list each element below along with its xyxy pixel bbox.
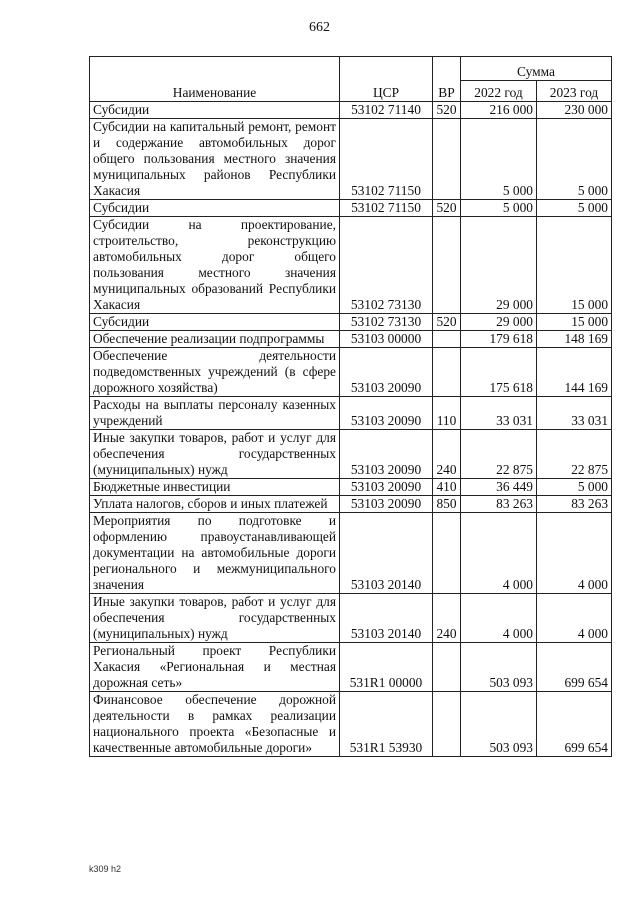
row-amount-2023: 4 000 <box>537 594 612 643</box>
row-amount-2023: 15 000 <box>537 314 612 331</box>
row-csr: 53103 20090 <box>340 496 433 513</box>
row-amount-2023: 699 654 <box>537 643 612 692</box>
row-amount-2023: 83 263 <box>537 496 612 513</box>
row-name: Уплата налогов, сборов и иных платежей <box>90 496 340 513</box>
row-name: Иные закупки товаров, работ и услуг для обеспечения государственных (муниципальных) нужд <box>90 430 340 479</box>
row-csr: 53103 20140 <box>340 594 433 643</box>
row-vr: 240 <box>433 430 461 479</box>
row-amount-2023: 699 654 <box>537 692 612 757</box>
row-vr: 240 <box>433 594 461 643</box>
header-year-2022: 2022 год <box>461 80 537 101</box>
row-amount-2022: 179 618 <box>461 331 537 348</box>
row-name: Мероприятия по подготовке и оформлению правоустанавливающей документации на автомобильные дороги регионального и межмуниципального значения <box>90 513 340 594</box>
table-row <box>90 119 612 200</box>
row-amount-2023: 33 031 <box>537 397 612 430</box>
row-name: Субсидии на проектирование, строительство, реконструкцию автомобильных дорог общего пользования местного значения муниципальных образований Республики Хакасия <box>90 217 340 314</box>
row-csr: 531R1 00000 <box>340 643 433 692</box>
row-name: Обеспечение деятельности подведомственных учреждений (в сфере дорожного хозяйства) <box>90 348 340 397</box>
row-name: Субсидии <box>90 314 340 331</box>
row-vr <box>433 119 461 200</box>
row-amount-2022: 4 000 <box>461 594 537 643</box>
table-row <box>90 397 612 430</box>
row-amount-2022: 216 000 <box>461 102 537 119</box>
table-row <box>90 200 612 217</box>
header-sum: Сумма <box>461 57 612 81</box>
row-csr: 53102 71150 <box>340 119 433 200</box>
row-amount-2022: 83 263 <box>461 496 537 513</box>
table-row <box>90 479 612 496</box>
row-vr: 520 <box>433 314 461 331</box>
table-header <box>90 57 612 102</box>
row-amount-2022: 29 000 <box>461 217 537 314</box>
row-amount-2022: 5 000 <box>461 200 537 217</box>
table-body <box>90 102 612 757</box>
header-vr: ВР <box>433 57 461 102</box>
row-csr: 53103 00000 <box>340 331 433 348</box>
table-row <box>90 496 612 513</box>
row-amount-2022: 503 093 <box>461 692 537 757</box>
row-amount-2022: 22 875 <box>461 430 537 479</box>
row-amount-2023: 5 000 <box>537 200 612 217</box>
row-vr <box>433 513 461 594</box>
row-amount-2023: 5 000 <box>537 479 612 496</box>
header-name: Наименование <box>90 57 340 102</box>
row-name: Иные закупки товаров, работ и услуг для обеспечения государственных (муниципальных) нужд <box>90 594 340 643</box>
row-vr: 850 <box>433 496 461 513</box>
row-csr: 53102 71150 <box>340 200 433 217</box>
table-row <box>90 513 612 594</box>
row-csr: 53103 20090 <box>340 430 433 479</box>
row-csr: 53103 20090 <box>340 348 433 397</box>
row-vr: 520 <box>433 102 461 119</box>
row-amount-2023: 5 000 <box>537 119 612 200</box>
row-amount-2022: 33 031 <box>461 397 537 430</box>
row-name: Финансовое обеспечение дорожной деятельности в рамках реализации национального проекта «Безопасные и качественные автомобильные дороги» <box>90 692 340 757</box>
header-year-2023: 2023 год <box>537 80 612 101</box>
table-row <box>90 217 612 314</box>
row-amount-2023: 148 169 <box>537 331 612 348</box>
row-csr: 53103 20140 <box>340 513 433 594</box>
row-name: Бюджетные инвестиции <box>90 479 340 496</box>
row-csr: 531R1 53930 <box>340 692 433 757</box>
row-amount-2023: 4 000 <box>537 513 612 594</box>
row-amount-2022: 503 093 <box>461 643 537 692</box>
table-row <box>90 692 612 757</box>
row-csr: 53102 73130 <box>340 314 433 331</box>
table-row <box>90 314 612 331</box>
row-vr: 410 <box>433 479 461 496</box>
table-row <box>90 348 612 397</box>
row-vr <box>433 331 461 348</box>
row-vr <box>433 348 461 397</box>
row-name: Субсидии <box>90 200 340 217</box>
table-row <box>90 102 612 119</box>
footer-code: k309 h2 <box>89 864 122 874</box>
budget-table <box>89 56 612 757</box>
row-amount-2023: 144 169 <box>537 348 612 397</box>
page-number: 662 <box>309 20 330 35</box>
row-vr <box>433 643 461 692</box>
table-row <box>90 643 612 692</box>
table-row <box>90 430 612 479</box>
row-name: Расходы на выплаты персоналу казенных учреждений <box>90 397 340 430</box>
row-csr: 53102 73130 <box>340 217 433 314</box>
table-row <box>90 331 612 348</box>
header-csr: ЦСР <box>340 57 433 102</box>
row-csr: 53102 71140 <box>340 102 433 119</box>
row-vr <box>433 692 461 757</box>
row-amount-2023: 15 000 <box>537 217 612 314</box>
row-amount-2022: 5 000 <box>461 119 537 200</box>
row-vr: 520 <box>433 200 461 217</box>
row-amount-2023: 22 875 <box>537 430 612 479</box>
row-csr: 53103 20090 <box>340 479 433 496</box>
row-name: Региональный проект Республики Хакасия «Региональная и местная дорожная сеть» <box>90 643 340 692</box>
table-row <box>90 594 612 643</box>
row-vr: 110 <box>433 397 461 430</box>
row-vr <box>433 217 461 314</box>
row-name: Обеспечение реализации подпрограммы <box>90 331 340 348</box>
row-amount-2022: 36 449 <box>461 479 537 496</box>
row-amount-2022: 175 618 <box>461 348 537 397</box>
row-amount-2022: 29 000 <box>461 314 537 331</box>
row-amount-2022: 4 000 <box>461 513 537 594</box>
row-csr: 53103 20090 <box>340 397 433 430</box>
row-amount-2023: 230 000 <box>537 102 612 119</box>
row-name: Субсидии на капитальный ремонт, ремонт и содержание автомобильных дорог общего пользования местного значения муниципальных районов Республики Хакасия <box>90 119 340 200</box>
row-name: Субсидии <box>90 102 340 119</box>
